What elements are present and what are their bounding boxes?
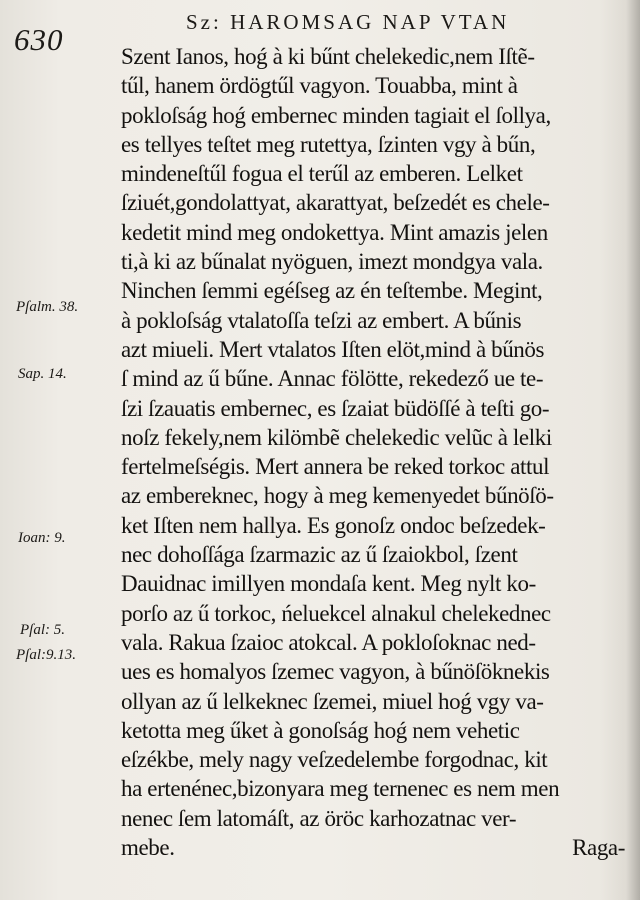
text-line: pokloſság hoǵ embernec minden tagiait el ſollya, xyxy=(121,102,551,128)
running-head: Sz: HAROMSAG NAP VTAN xyxy=(186,10,510,34)
text-line: ti,à ki az bűnalat nyöguen, imezt mondgya vala. xyxy=(121,249,543,275)
text-line: nenec ſem latomáſt, az öröc karhozatnac ver- xyxy=(121,805,517,831)
text-line: vala. Rakua ſzaioc atokcal. A pokloſoknac ned- xyxy=(121,629,536,655)
text-line: ollyan az ű lelkeknec ſzemei, miuel hoǵ vgy va- xyxy=(121,688,544,714)
text-line: ſ mind az ű bűne. Annac fölötte, rekedező ue te- xyxy=(121,366,544,392)
last-line xyxy=(121,833,625,862)
text-line: noſz fekely,nem kilömbẽ chelekedic velũc à lelki xyxy=(121,424,552,450)
text-line: ha ertenénec,bizonyara meg ternenec es nem men xyxy=(121,776,560,802)
text-line: mebe. xyxy=(121,835,175,861)
text-line: porſo az ű torkoc, ńeluekcel alnakul chelekednec xyxy=(121,600,551,626)
main-text xyxy=(121,42,625,862)
catchword: Raga- xyxy=(572,835,625,861)
margin-note: Sap. 14. xyxy=(18,366,67,382)
text-line: ſzi ſzauatis embernec, es ſzaiat büdöſſé à teſti go- xyxy=(121,395,550,421)
text-line: nec dohoſſága ſzarmazic az ű ſzaiokbol, ſzent xyxy=(121,542,518,568)
text-line: ket Iſten nem hallya. Es gonoſz ondoc beſzedek- xyxy=(121,512,546,538)
page-edge-shadow xyxy=(626,0,640,900)
text-line: kedetit mind meg ondokettya. Mint amazis jelen xyxy=(121,219,548,245)
margin-note: Pſalm. 38. xyxy=(16,299,79,315)
text-line: azt miueli. Mert vtalatos Iſten elöt,mind à bűnös xyxy=(121,336,545,362)
margin-note: Pſal: 5. xyxy=(20,622,65,638)
margin-note: Ioan: 9. xyxy=(18,530,66,546)
page-number: 630 xyxy=(14,22,64,57)
text-line: ues es homalyos ſzemec vagyon, à bűnöſöknekis xyxy=(121,659,550,685)
text-line: fertelmeſségis. Mert annera be reked torkoc attul xyxy=(121,454,550,480)
text-line: tűl, hanem ördögtűl vagyon. Touabba, mint à xyxy=(121,73,518,99)
text-line: mindeneſtűl fogua el terűl az emberen. Lelket xyxy=(121,161,523,187)
text-line: az embereknec, hogy à meg kemenyedet bűnöſö- xyxy=(121,483,554,509)
text-line: ſziuét,gondolattyat, akarattyat, beſzedét es chele- xyxy=(121,190,550,216)
text-line: Dauidnac imillyen mondaſa kent. Meg nylt ko- xyxy=(121,571,536,597)
text-line: à pokloſság vtalatoſſa teſzi az embert. A bűnis xyxy=(121,307,522,333)
text-line: eſzékbe, mely nagy veſzedelembe forgodnac, kit xyxy=(121,747,548,773)
text-line: es tellyes teſtet meg rutettya, ſzinten vgy à bűn, xyxy=(121,131,536,157)
text-line: ketotta meg űket à gonoſság hoǵ nem vehetic xyxy=(121,717,520,743)
text-line: Ninchen ſemmi egéſseg az én teſtembe. Megint, xyxy=(121,278,543,304)
margin-note: Pſal:9.13. xyxy=(16,647,76,663)
text-line: Szent Ianos, hoǵ à ki bűnt chelekedic,nem Iſtẽ- xyxy=(121,44,535,69)
